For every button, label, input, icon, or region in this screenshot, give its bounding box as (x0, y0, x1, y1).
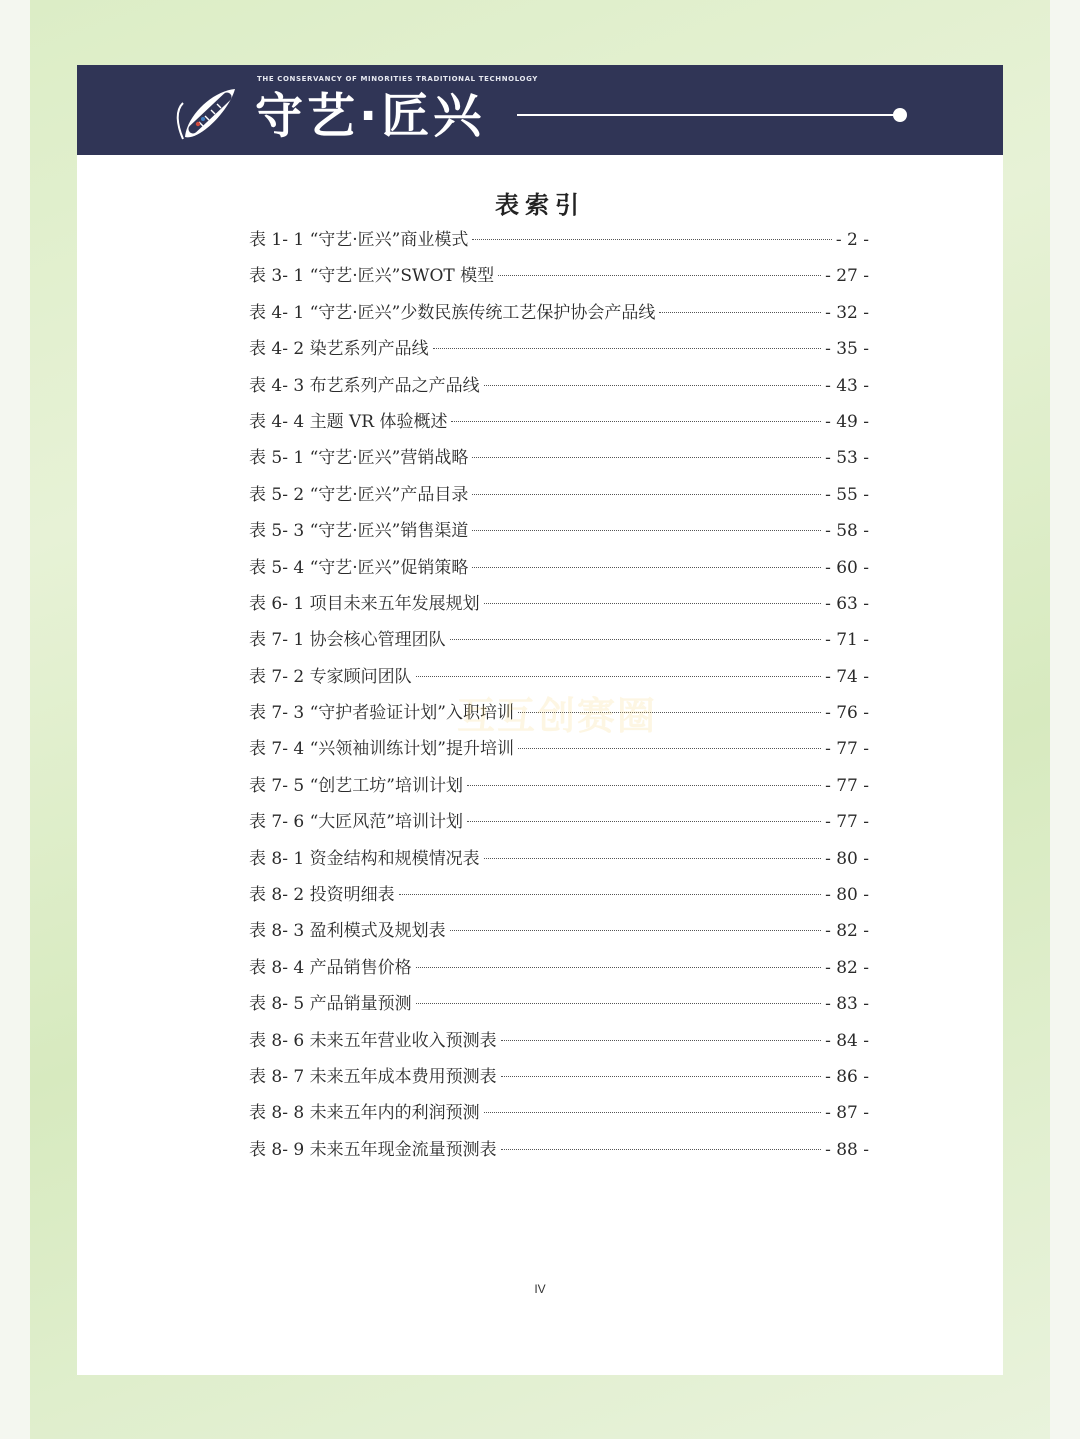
toc-entry-page: - 49 - (825, 411, 869, 432)
toc-entry[interactable] (249, 953, 869, 989)
toc-entry[interactable] (249, 1026, 869, 1062)
toc-dot-leader (467, 785, 821, 786)
toc-entry-label: 表 8- 4 产品销售价格 (249, 957, 412, 978)
toc-dot-leader (472, 239, 832, 240)
toc-entry[interactable] (249, 407, 869, 443)
toc-entry-page: - 53 - (825, 448, 869, 469)
toc-entry[interactable] (249, 480, 869, 516)
banner-line-end-dot (893, 108, 907, 122)
toc-entry[interactable] (249, 589, 869, 625)
toc-entry-label: 表 8- 6 未来五年营业收入预测表 (249, 1030, 497, 1051)
toc-entry[interactable] (249, 989, 869, 1025)
toc-entry-page: - 2 - (835, 230, 869, 250)
toc-entry-label: 表 1- 1 “守艺·匠兴”商业模式 (249, 230, 469, 250)
toc-entry-label: 表 8- 8 未来五年内的利润预测 (249, 1103, 480, 1124)
toc-entry[interactable] (249, 553, 869, 589)
toc-dot-leader (416, 1003, 821, 1004)
toc-dot-leader (467, 821, 821, 822)
watermark: 互互创赛圈 (457, 694, 658, 738)
toc-entry-page: - 88 - (825, 1139, 869, 1160)
toc-entry[interactable] (249, 916, 869, 952)
toc-dot-leader (484, 858, 821, 859)
toc-dot-leader (659, 312, 821, 313)
toc-entry-page: - 76 - (825, 703, 869, 724)
toc-dot-leader (472, 494, 821, 495)
right-margin-strip (1050, 0, 1080, 1439)
toc-entry-label: 表 5- 4 “守艺·匠兴”促销策略 (249, 557, 469, 578)
toc-entry-page: - 80 - (825, 848, 869, 869)
toc-dot-leader (518, 748, 821, 749)
toc-entry-page: - 83 - (825, 994, 869, 1015)
toc-entry-page: - 58 - (825, 521, 869, 542)
toc-entry-page: - 74 - (825, 666, 869, 687)
toc-entry-label: 表 8- 1 资金结构和规模情况表 (249, 848, 480, 869)
document-page (77, 65, 1003, 1375)
toc-entry[interactable] (249, 298, 869, 334)
toc-entry-label: 表 8- 5 产品销量预测 (249, 994, 412, 1015)
toc-entry-label: 表 5- 3 “守艺·匠兴”销售渠道 (249, 521, 469, 542)
toc-entry-page: - 82 - (825, 957, 869, 978)
toc-dot-leader (433, 348, 821, 349)
toc-entry-label: 表 8- 9 未来五年现金流量预测表 (249, 1139, 497, 1160)
toc-entry-label: 表 7- 6 “大匠风范”培训计划 (249, 812, 463, 833)
toc-entry[interactable] (249, 844, 869, 880)
toc-entry-label: 表 8- 7 未来五年成本费用预测表 (249, 1066, 497, 1087)
toc-entry[interactable] (249, 225, 869, 261)
toc-entry-label: 表 7- 2 专家顾问团队 (249, 666, 412, 687)
toc-dot-leader (416, 676, 821, 677)
banner-divider-line (517, 114, 897, 116)
toc-dot-leader (472, 530, 821, 531)
toc-entry-label: 表 5- 1 “守艺·匠兴”营销战略 (249, 448, 469, 469)
toc-entry-label: 表 8- 2 投资明细表 (249, 885, 395, 906)
toc-entry-label: 表 7- 5 “创艺工坊”培训计划 (249, 775, 463, 796)
toc-dot-leader (501, 1149, 821, 1150)
toc-entry[interactable] (249, 625, 869, 661)
toc-dot-leader (484, 1112, 821, 1113)
toc-entry[interactable] (249, 880, 869, 916)
toc-entry-page: - 63 - (825, 593, 869, 614)
toc-dot-leader (416, 967, 821, 968)
toc-dot-leader (451, 421, 821, 422)
toc-entry-page: - 77 - (825, 812, 869, 833)
toc-entry-label: 表 4- 2 染艺系列产品线 (249, 339, 429, 360)
toc-entry-page: - 86 - (825, 1066, 869, 1087)
toc-entry-page: - 32 - (825, 302, 869, 323)
toc-entry[interactable] (249, 771, 869, 807)
toc-entry-page: - 55 - (825, 484, 869, 505)
left-margin-strip (0, 0, 30, 1439)
toc-entry[interactable] (249, 1135, 869, 1171)
toc-entry-label: 表 8- 3 盈利模式及规划表 (249, 921, 446, 942)
toc-dot-leader (450, 930, 821, 931)
toc-dot-leader (399, 894, 821, 895)
toc-entry-label: 表 7- 4 “兴领袖训练计划”提升培训 (249, 739, 514, 760)
toc-dot-leader (484, 385, 821, 386)
toc-entry-page: - 82 - (825, 921, 869, 942)
toc-entry-page: - 77 - (825, 739, 869, 760)
toc-entry-page: - 87 - (825, 1103, 869, 1124)
toc-entry[interactable] (249, 334, 869, 370)
toc-entry-page: - 43 - (825, 375, 869, 396)
toc-dot-leader (484, 603, 821, 604)
toc-entry-label: 表 4- 3 布艺系列产品之产品线 (249, 375, 480, 396)
toc-entry-page: - 71 - (825, 630, 869, 651)
toc-entry-label: 表 4- 1 “守艺·匠兴”少数民族传统工艺保护协会产品线 (249, 302, 656, 323)
toc-entry[interactable] (249, 443, 869, 479)
toc-entry[interactable] (249, 371, 869, 407)
toc-entry[interactable] (249, 1098, 869, 1134)
toc-entry-page: - 77 - (825, 775, 869, 796)
toc-entry[interactable] (249, 261, 869, 297)
toc-entry-page: - 27 - (825, 266, 869, 287)
toc-dot-leader (501, 1040, 821, 1041)
toc-entry-label: 表 7- 1 协会核心管理团队 (249, 630, 446, 651)
toc-dot-leader (472, 567, 821, 568)
toc-entry-label: 表 4- 4 主题 VR 体验概述 (249, 411, 448, 432)
toc-entry[interactable] (249, 807, 869, 843)
toc-entry-label: 表 3- 1 “守艺·匠兴”SWOT 模型 (249, 266, 495, 287)
toc-entry-page: - 35 - (825, 339, 869, 360)
toc-entry-page: - 84 - (825, 1030, 869, 1051)
banner-english-subtitle: THE CONSERVANCY OF MINORITIES TRADITIONAL TECHNOLOGY (257, 75, 538, 83)
leaf-shuttle-logo-icon (169, 81, 249, 145)
header-banner (77, 65, 1003, 155)
banner-title: 守艺·匠兴 (255, 88, 486, 144)
toc-dot-leader (498, 275, 821, 276)
toc-entry[interactable] (249, 516, 869, 552)
page-title: 表索引 (495, 190, 585, 219)
toc-entry-label: 表 6- 1 项目未来五年发展规划 (249, 593, 480, 614)
toc-entry-page: - 60 - (825, 557, 869, 578)
page-number: IV (534, 1282, 546, 1296)
toc-dot-leader (501, 1076, 821, 1077)
toc-entry-label: 表 5- 2 “守艺·匠兴”产品目录 (249, 484, 469, 505)
toc-entry-label: 表 7- 3 “守护者验证计划”入职培训 (249, 703, 514, 724)
toc-dot-leader (450, 639, 821, 640)
toc-entry-page: - 80 - (825, 885, 869, 906)
toc-entry[interactable] (249, 1062, 869, 1098)
toc-dot-leader (472, 457, 821, 458)
